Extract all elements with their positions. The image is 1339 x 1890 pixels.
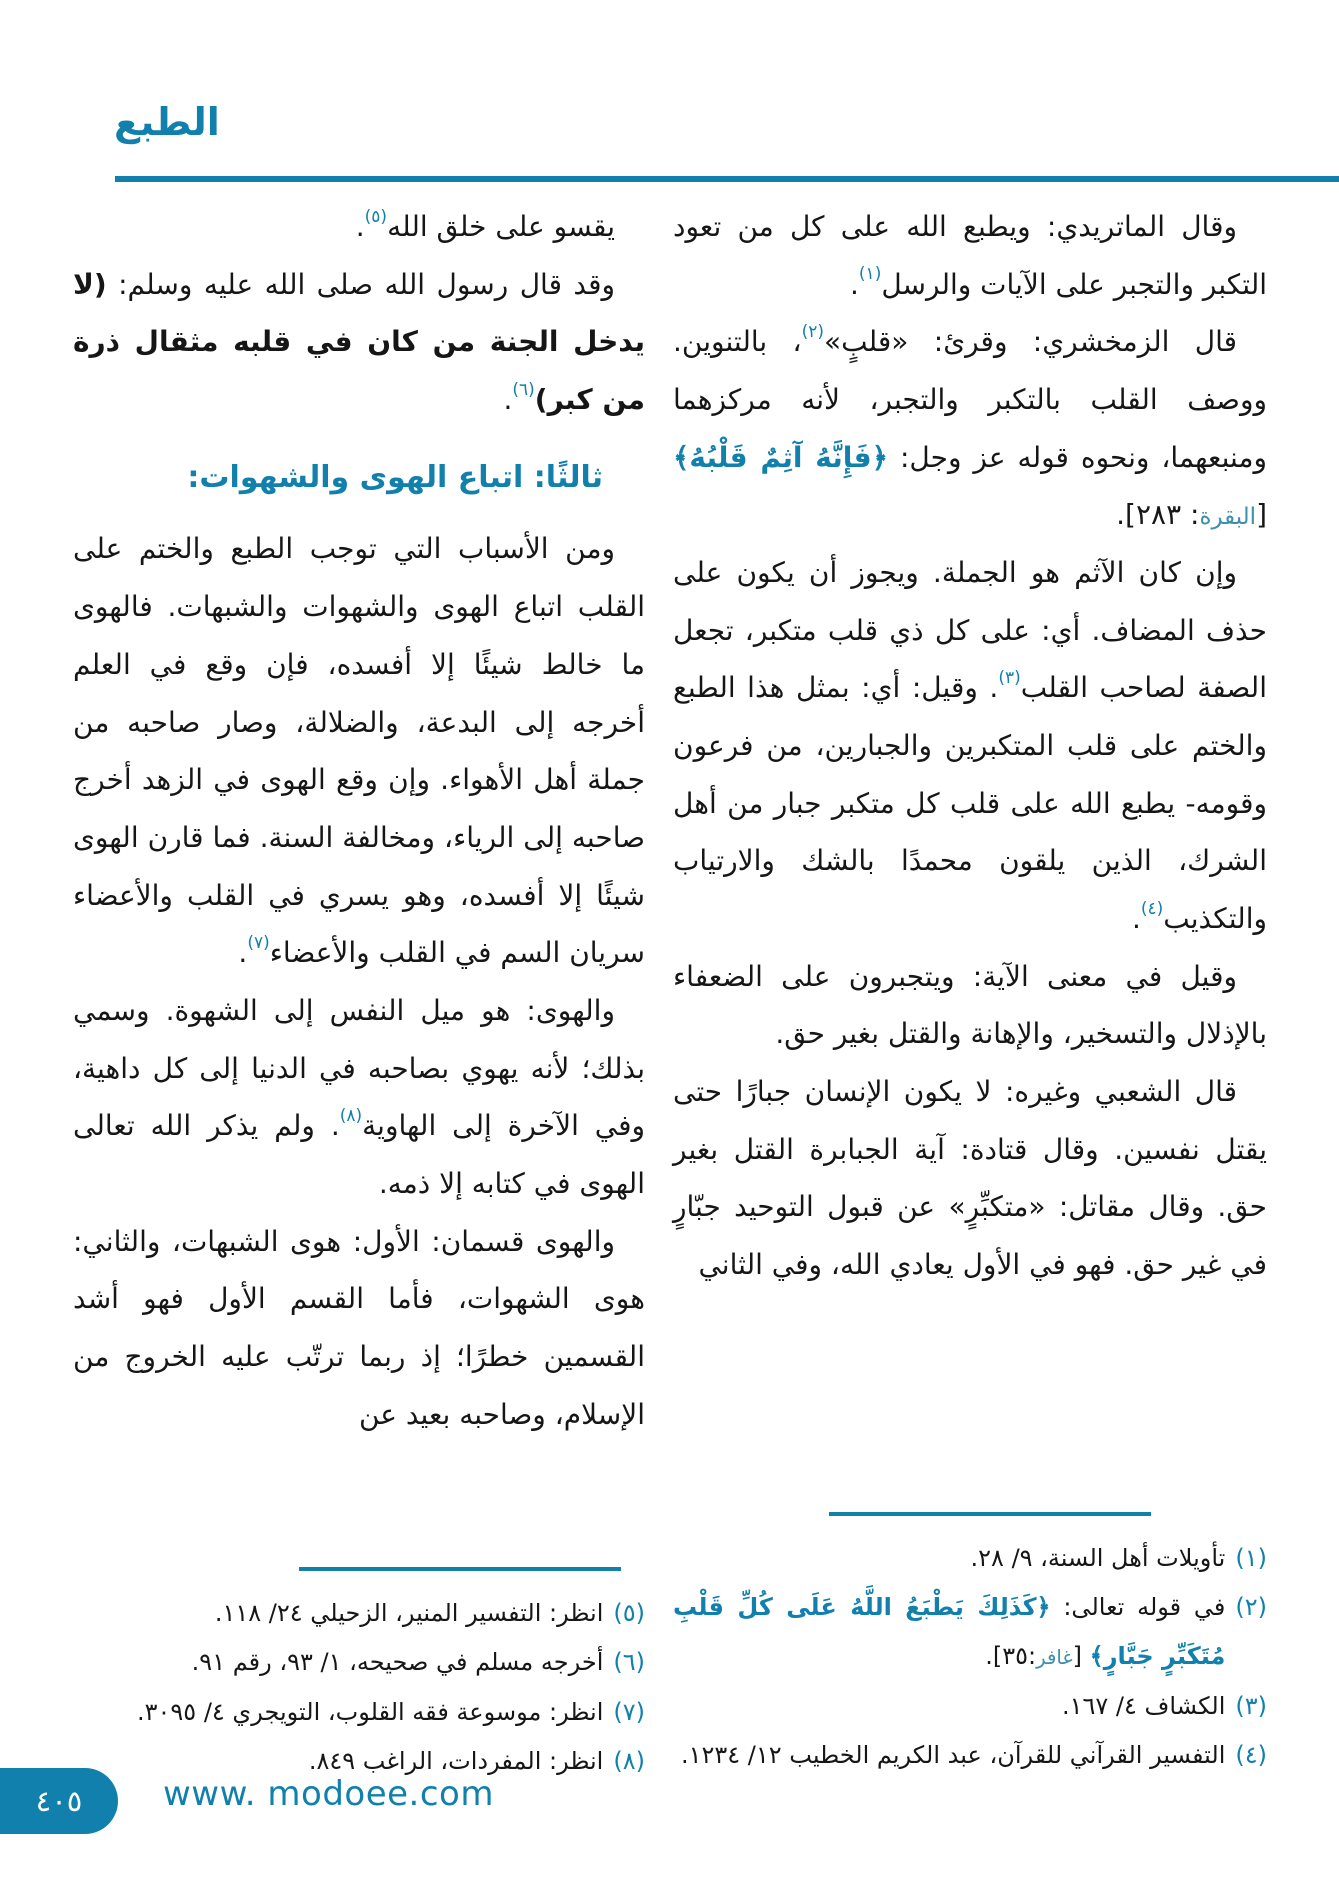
- text-run: وقال الماتريدي: ويطبع الله على كل من تعود التكبر والتجبر على الآيات والرسل: [673, 210, 1267, 301]
- hadith-text: (لا يدخل الجنة من كان في قلبه مثقال ذرة من كبر): [73, 267, 645, 417]
- footnote-number: (٤): [1235, 1740, 1267, 1769]
- paragraph: [73, 1213, 645, 1444]
- text-run: .: [355, 210, 365, 243]
- footnote-separator-rule: [299, 1567, 621, 1571]
- text-run: تأويلات أهل السنة، ٩/ ٢٨.: [970, 1544, 1226, 1573]
- text-run: ثالثًا: اتباع الهوى والشهوات:: [187, 459, 603, 495]
- text-run: . وقيل: أي: بمثل هذا الطبع والختم على قلب المتكبرين والجبارين، من فرعون وقومه- يطبع الله على قلب كل متكبر جبار من أهل الشرك، الذين يلقون محمدًا بالشك والارتياب والتكذيب: [673, 671, 1267, 936]
- quran-verse: ﴿فَإِنَّهُ آثِمٌ قَلْبُهُ﴾: [673, 440, 889, 474]
- text-run: وإن كان الآثم هو الجملة. ويجوز أن يكون على حذف المضاف. أي: على كل ذي قلب متكبر، تجعل الصفة لصاحب القلب: [673, 556, 1267, 705]
- text-run: انظر: المفردات، الراغب ٨٤٩.: [308, 1746, 604, 1775]
- footnote: [73, 1638, 645, 1687]
- footnote-number: (٢): [1235, 1593, 1267, 1622]
- footnote: [673, 1583, 1267, 1681]
- text-run: والهوى قسمان: الأول: هوى الشبهات، والثاني: هوى الشهوات، فأما القسم الأول فهو أشد القسمين خطرًا؛ إذ ربما ترتّب عليه الخروج من الإسلام، وصاحبه بعيد عن: [73, 1224, 645, 1431]
- footnote-number: (٦): [613, 1648, 645, 1677]
- footnote: [73, 1688, 645, 1737]
- footnote-marker: (٦): [512, 379, 535, 400]
- paragraph: [73, 198, 645, 256]
- column-left-footnotes: [73, 1561, 645, 1786]
- footnote-number: (٨): [613, 1746, 645, 1775]
- paragraph: [673, 1063, 1267, 1294]
- column-left-body: [73, 198, 645, 1443]
- footnote: [73, 1589, 645, 1638]
- footnote-marker: (٥): [364, 206, 388, 227]
- text-run: التفسير القرآني للقرآن، عبد الكريم الخطيب ١٢/ ١٢٣٤.: [680, 1740, 1226, 1769]
- footnote-text: [73, 1589, 603, 1638]
- website-url: www. modoee.com: [163, 1774, 494, 1814]
- text-run: . ولم يذكر الله تعالى الهوى في كتابه إلا ذمه.: [73, 1109, 645, 1200]
- column-right: [673, 198, 1267, 1780]
- column-right-body: [673, 198, 1267, 1294]
- page-header-title: الطبع: [114, 100, 220, 144]
- footnote-text: [73, 1688, 603, 1737]
- header-rule: [115, 176, 1339, 182]
- paragraph: [673, 948, 1267, 1063]
- text-run: في قوله تعالى:: [1050, 1593, 1226, 1622]
- paragraph: [73, 982, 645, 1213]
- footnote-text: [673, 1583, 1225, 1681]
- paragraph: [673, 313, 1267, 544]
- text-run: قال الشعبي وغيره: لا يكون الإنسان جبارًا حتى يقتل نفسين. وقال قتادة: آية الجبابرة القتل بغير حق. وقال مقاتل: «متكبِّرٍ» عن قبول التوحيد جبّارٍ في غير حق. فهو في الأول يعادي الله، وفي الثاني: [673, 1075, 1267, 1282]
- footnote-text: [673, 1731, 1225, 1780]
- text-run: انظر: التفسير المنير، الزحيلي ٢٤/ ١١٨.: [214, 1599, 604, 1628]
- footnote-marker: (٣): [998, 668, 1021, 689]
- text-run: [: [1256, 498, 1267, 532]
- quran-verse: ﴿كَذَلِكَ يَطْبَعُ اللَّهُ عَلَى كُلِّ قَلْبِ مُتَكَبِّرٍ جَبَّارٍ﴾: [673, 1593, 1226, 1671]
- footnote-marker: (٧): [247, 932, 270, 953]
- column-left: [73, 198, 645, 1786]
- text-run: .: [1131, 902, 1141, 936]
- page-number-badge: [0, 1768, 118, 1834]
- text-run: .: [850, 267, 859, 301]
- footnote: [673, 1682, 1267, 1731]
- page-number: ٤٠٥: [35, 1784, 83, 1818]
- footnote-list: [73, 1589, 645, 1786]
- text-run: : ٢٨٣].: [1116, 498, 1200, 532]
- footnote: [673, 1534, 1267, 1583]
- column-right-footnotes: [673, 1506, 1267, 1780]
- text-run: ومن الأسباب التي توجب الطبع والختم على القلب اتباع الهوى والشهوات والشبهات. فالهوى ما خالط شيئًا إلا أفسده، فإن وقع في العلم أخرجه إلى البدعة، والضلالة، وصار صاحبه من جملة أهل الأهواء. وإن وقع الهوى في الزهد أخرج صاحبه إلى الرياء، ومخالفة السنة. فما قارن الهوى شيئًا إلا أفسده، وهو يسري في القلب والأعضاء سريان السم في القلب والأعضاء: [73, 532, 645, 970]
- text-run: قال الزمخشري: وقرئ: «قلبٍ»: [824, 325, 1237, 359]
- paragraph: [73, 256, 645, 429]
- footnote-text: [673, 1682, 1225, 1731]
- footnote-separator-rule: [829, 1512, 1151, 1516]
- text-run: ، بالتنوين. ووصف القلب بالتكبر والتجبر، لأنه مركزهما ومنبعهما، ونحوه قوله عز وجل:: [673, 325, 1267, 474]
- footnote-marker: (٨): [339, 1105, 363, 1126]
- footnote-number: (٥): [613, 1599, 645, 1628]
- footnote-marker: (٤): [1140, 898, 1164, 919]
- text-run: الكشاف ٤/ ١٦٧.: [1061, 1691, 1226, 1720]
- surah-citation: غافر: [1036, 1646, 1073, 1670]
- text-run: وقد قال رسول الله صلى الله عليه وسلم:: [106, 267, 615, 301]
- footnote-number: (٣): [1235, 1691, 1267, 1720]
- footnote-number: (٧): [613, 1697, 645, 1726]
- paragraph: [673, 198, 1267, 313]
- footnote-number: (١): [1235, 1544, 1267, 1573]
- text-run: وقيل في معنى الآية: ويتجبرون على الضعفاء بالإذلال والتسخير، والإهانة والقتل بغير حق.: [673, 959, 1267, 1051]
- text-run: .: [238, 936, 248, 970]
- text-run: يقسو على خلق الله: [387, 210, 615, 243]
- paragraph: [673, 544, 1267, 948]
- text-run: :٣٥].: [985, 1642, 1037, 1671]
- footnote: [673, 1731, 1267, 1780]
- text-run: أخرجه مسلم في صحيحه، ١/ ٩٣، رقم ٩١.: [191, 1648, 604, 1677]
- footnote-marker: (٢): [801, 322, 825, 343]
- footnote-list: [673, 1534, 1267, 1780]
- section-heading: [73, 447, 645, 509]
- text-run: [: [1072, 1642, 1090, 1671]
- text-run: انظر: موسوعة فقه القلوب، التويجري ٤/ ٣٠٩٥.: [136, 1697, 604, 1726]
- surah-citation: البقرة: [1199, 504, 1257, 531]
- paragraph: [73, 520, 645, 981]
- text-run: والهوى: هو ميل النفس إلى الشهوة. وسمي بذلك؛ لأنه يهوي بصاحبه في الدنيا إلى كل داهية، وفي الآخرة إلى الهاوية: [73, 993, 645, 1143]
- footnote-marker: (١): [858, 264, 882, 285]
- footnote-text: [73, 1638, 603, 1687]
- text-run: .: [503, 383, 513, 417]
- footnote-text: [673, 1534, 1225, 1583]
